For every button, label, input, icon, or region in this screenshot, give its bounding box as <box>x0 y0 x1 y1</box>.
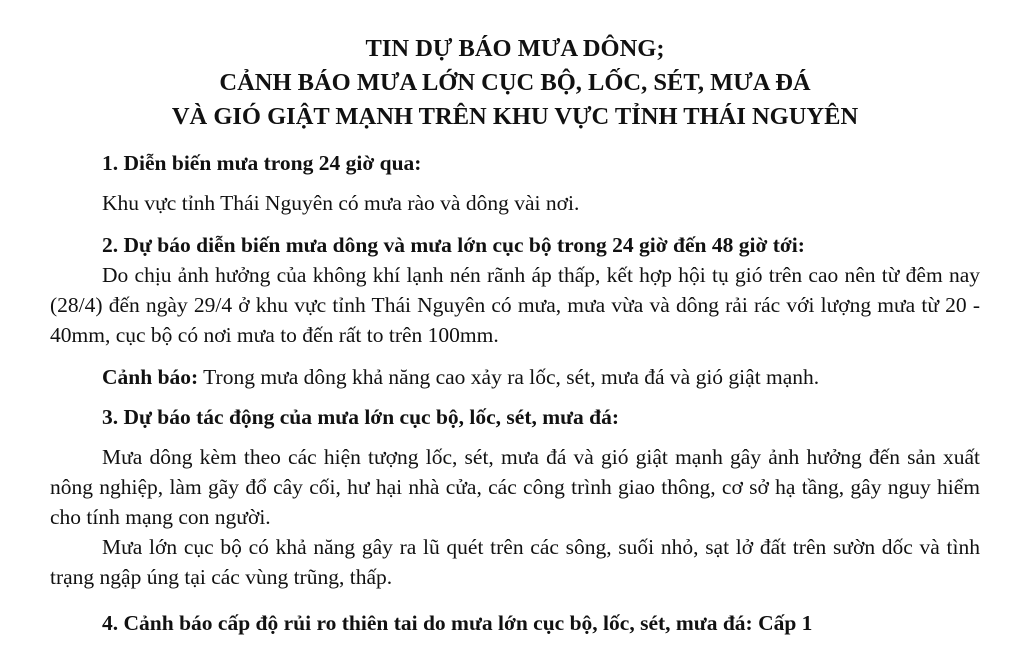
document-title <box>50 32 980 134</box>
section-2-heading: 2. Dự báo diễn biến mưa dông và mưa lớn cục bộ trong 24 giờ đến 48 giờ tới: <box>102 233 805 257</box>
warning-text: Trong mưa dông khả năng cao xảy ra lốc, sét, mưa đá và gió giật mạnh. <box>198 365 820 389</box>
section-4-heading: 4. Cảnh báo cấp độ rủi ro thiên tai do mưa lớn cục bộ, lốc, sét, mưa đá: Cấp 1 <box>102 611 813 635</box>
section-3-heading: 3. Dự báo tác động của mưa lớn cục bộ, lốc, sét, mưa đá: <box>102 405 620 429</box>
warning-label: Cảnh báo: <box>102 365 199 389</box>
section-2-text: Do chịu ảnh hưởng của không khí lạnh nén rãnh áp thấp, kết hợp hội tụ gió trên cao nên từ đêm nay (28/4) đến ngày 29/4 ở khu vực tỉnh Thái Nguyên có mưa, mưa vừa và dông rải rác với lượng mưa từ 20 - 40mm, cục bộ có nơi mưa to đến rất to trên 100mm. <box>50 263 980 347</box>
title-line-3: VÀ GIÓ GIẬT MẠNH TRÊN KHU VỰC TỈNH THÁI NGUYÊN <box>171 103 859 130</box>
section-1-heading: 1. Diễn biến mưa trong 24 giờ qua: <box>102 151 422 175</box>
section-2-warning <box>102 362 980 392</box>
section-3-paragraph-2: Mưa lớn cục bộ có khả năng gây ra lũ quét trên các sông, suối nhỏ, sạt lở đất trên sườn dốc và tình trạng ngập úng tại các vùng trũng, thấp. <box>50 535 980 589</box>
section-1-text: Khu vực tỉnh Thái Nguyên có mưa rào và dông vài nơi. <box>102 191 580 215</box>
title-line-2: CẢNH BÁO MƯA LỚN CỤC BỘ, LỐC, SÉT, MƯA ĐÁ <box>219 69 811 96</box>
title-line-1: TIN DỰ BÁO MƯA DÔNG; <box>365 35 665 62</box>
section-3-paragraph-1: Mưa dông kèm theo các hiện tượng lốc, sét, mưa đá và gió giật mạnh gây ảnh hưởng đến sản xuất nông nghiệp, làm gãy đổ cây cối, hư hại nhà cửa, các công trình giao thông, cơ sở hạ tầng, gây nguy hiểm cho tính mạng con người. <box>50 445 980 529</box>
